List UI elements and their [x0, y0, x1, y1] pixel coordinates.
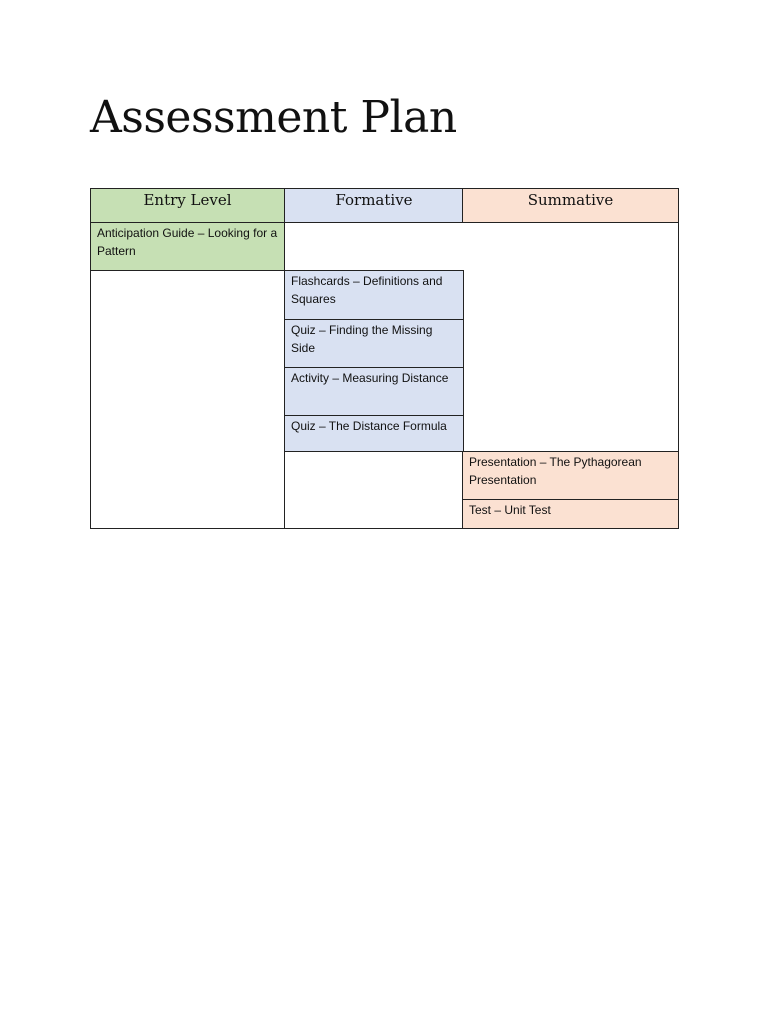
assessment-table [90, 188, 679, 529]
summative-item: Presentation – The Pythagorean Presentation [462, 451, 679, 500]
summative-item: Test – Unit Test [462, 499, 679, 529]
row-divider [284, 222, 679, 223]
header-entry-level: Entry Level [90, 188, 285, 223]
formative-item: Flashcards – Definitions and Squares [284, 270, 464, 320]
formative-item: Quiz – Finding the Missing Side [284, 319, 464, 368]
header-formative: Formative [284, 188, 464, 223]
column-divider [284, 270, 285, 529]
header-summative: Summative [462, 188, 679, 223]
formative-item: Activity – Measuring Distance [284, 367, 464, 416]
entry-item: Anticipation Guide – Looking for a Pattern [90, 222, 285, 271]
column-divider [90, 270, 285, 271]
formative-item: Quiz – The Distance Formula [284, 415, 464, 452]
page-title: Assessment Plan [90, 92, 457, 143]
